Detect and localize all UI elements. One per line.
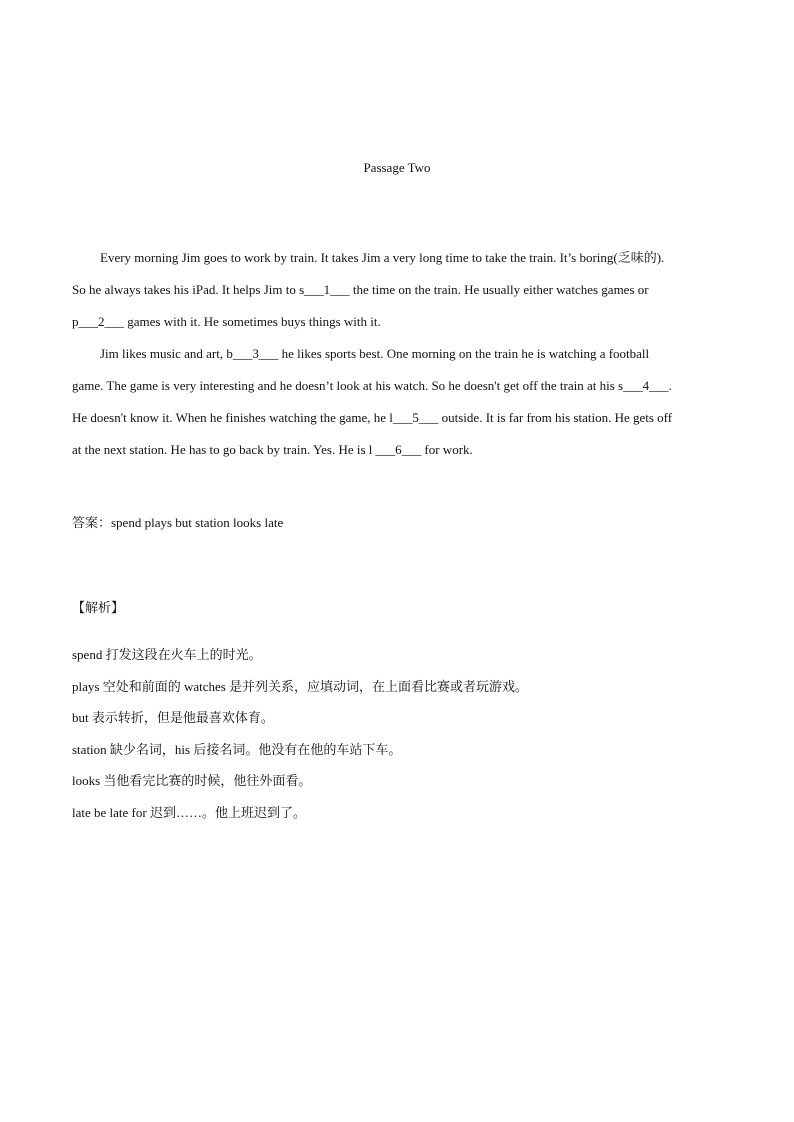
passage-line: at the next station. He has to go back by train. Yes. He is l ___6___ for work. bbox=[72, 442, 473, 457]
analysis-item: late be late for 迟到……。他上班迟到了。 bbox=[72, 804, 306, 820]
passage-line: p___2___ games with it. He sometimes buys things with it. bbox=[72, 314, 381, 329]
analysis-heading: 【解析】 bbox=[72, 600, 125, 615]
passage-line: So he always takes his iPad. It helps Jim to s___1___ the time on the train. He usually either watches games or bbox=[72, 282, 649, 297]
passage-line: game. The game is very interesting and he doesn’t look at his watch. So he doesn't get off the train at his s___4___. bbox=[72, 378, 672, 393]
passage-body bbox=[72, 248, 722, 472]
answer-line: 答案：spend plays but station looks late bbox=[72, 515, 284, 530]
passage-line: Every morning Jim goes to work by train. It takes Jim a very long time to take the train. It’s boring(乏味的). bbox=[100, 250, 665, 265]
passage-line: He doesn't know it. When he finishes watching the game, he l___5___ outside. It is far from his station. He gets off bbox=[72, 410, 673, 425]
analysis-item: station 缺少名词，his 后接名词。他没有在他的车站下车。 bbox=[72, 741, 402, 757]
analysis-list bbox=[72, 646, 752, 835]
analysis-item: but 表示转折，但是他最喜欢体育。 bbox=[72, 710, 274, 725]
analysis-item: spend 打发这段在火车上的时光。 bbox=[72, 647, 262, 662]
analysis-item: plays 空处和前面的 watches 是并列关系，应填动词，在上面看比赛或者玩游戏。 bbox=[72, 678, 529, 694]
passage-title: Passage Two bbox=[363, 160, 431, 175]
analysis-item: looks 当他看完比赛的时候，他往外面看。 bbox=[72, 773, 312, 788]
passage-line: Jim likes music and art, b___3___ he likes sports best. One morning on the train he is watching a football bbox=[100, 346, 650, 361]
